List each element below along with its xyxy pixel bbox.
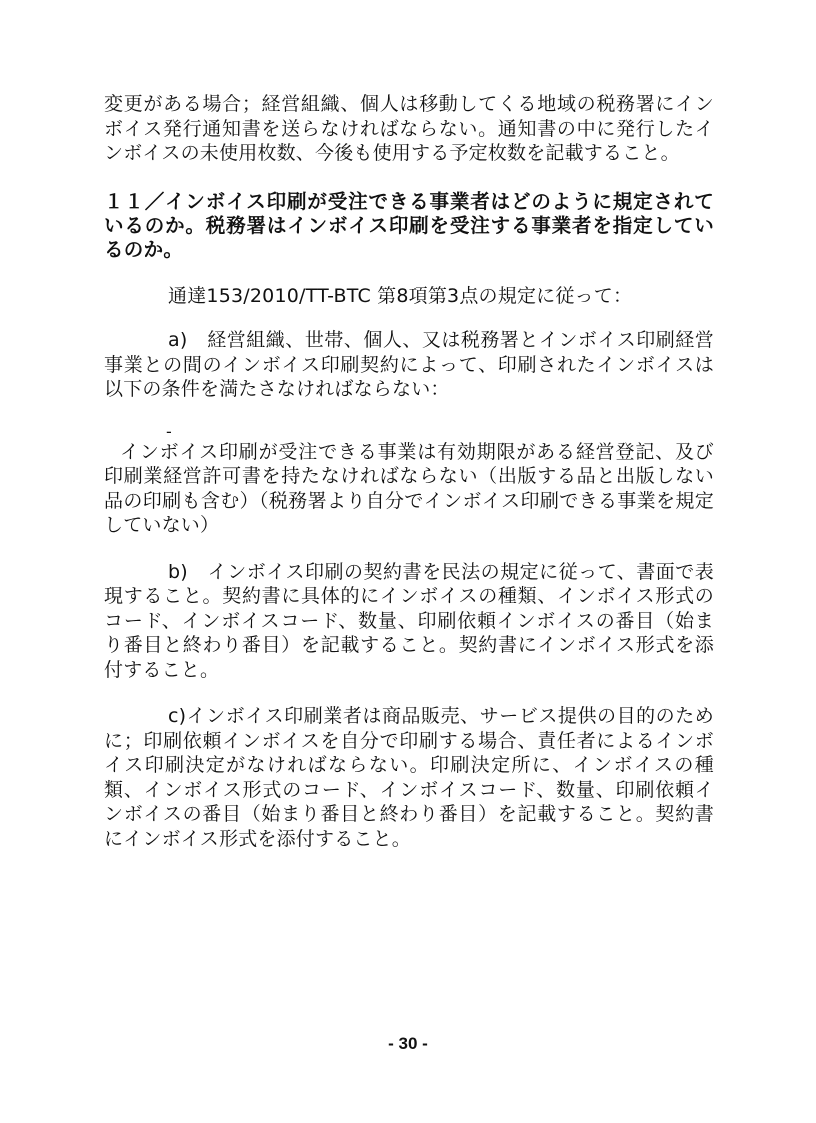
page-number: - 30 - (388, 1034, 428, 1053)
item-a-condition-paragraph: インボイス印刷が受注できる事業は有効期限がある経営登記、及び印刷業経営許可書を持たなければならない（出版する品と出版しない品の印刷も含む）（税務署より自分でインボイス印刷できる事業を規定していない） (104, 440, 714, 536)
item-a-paragraph: a) 経営組織、世帯、個人、又は税務署とインボイス印刷経営事業との間のインボイス印刷契約によって、印刷されたインボイスは以下の条件を満たさなければならない： (104, 329, 714, 400)
document-page (104, 92, 714, 851)
item-c-paragraph: c)インボイス印刷業者は商品販売、サービス提供の目的のために；印刷依頼インボイスを自分で印刷する場合、責任者によるインボイス印刷決定がなければならない。印刷決定所に、インボイスの種類、インボイス形式のコード、インボイスコード、数量、印刷依頼インボイスの番目（始まり番目と終わり番目）を記載すること。契約書にインボイス形式を添付すること。 (104, 705, 714, 850)
question-heading-11: １１／インボイス印刷が受注できる事業者はどのように規定されているのか。税務署はインボイス印刷を受注する事業者を指定しているのか。 (104, 189, 714, 261)
item-b-paragraph: b) インボイス印刷の契約書を民法の規定に従って、書面で表現すること。契約書に具体的にインボイスの種類、インボイス形式のコード、インボイスコード、数量、印刷依頼インボイスの番目（始まり番目と終わり番目）を記載すること。契約書にインボイス形式を添付すること。 (104, 560, 714, 681)
dash-bullet-mark: - (166, 421, 172, 441)
circular-reference-intro: 通達153/2010/TT-BTC 第8項第3点の規定に従って： (168, 284, 633, 307)
paragraph-change-notice: 変更がある場合；経営組織、個人は移動してくる地域の税務署にインボイス発行通知書を送らなければならない。通知書の中に発行したインボイスの未使用枚数、今後も使用する予定枚数を記載すること。 (104, 93, 714, 164)
